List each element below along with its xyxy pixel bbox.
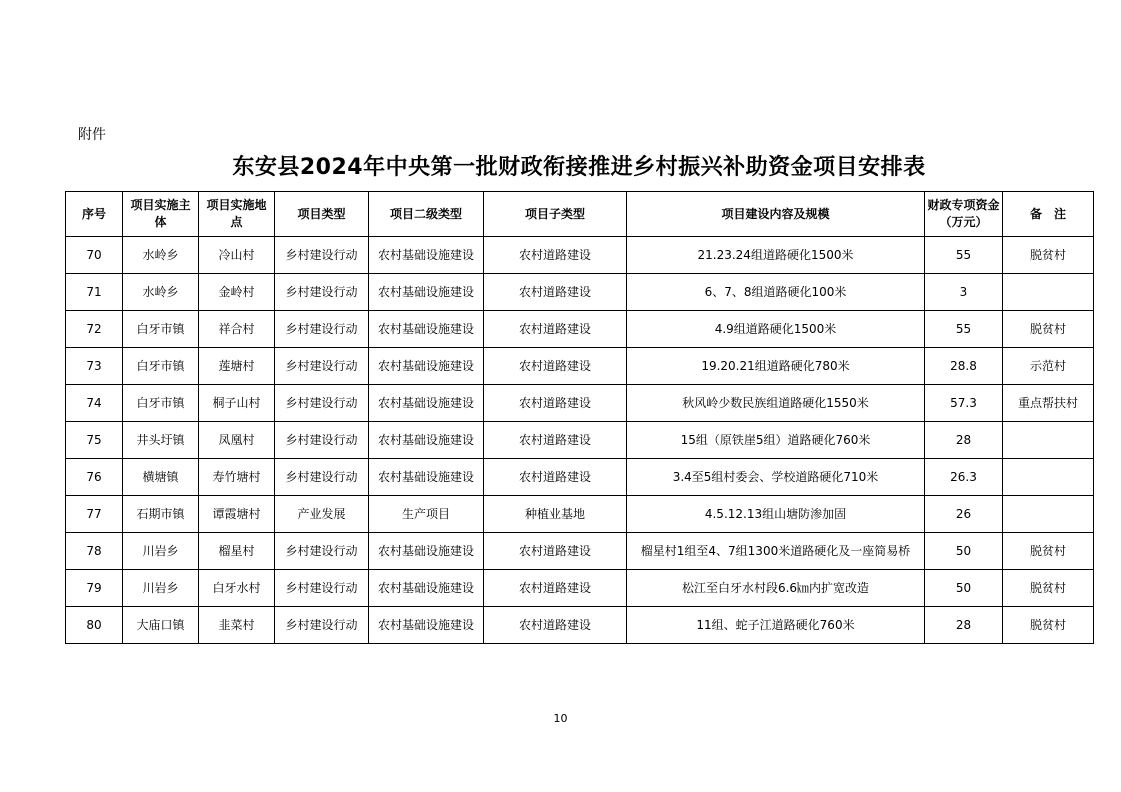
cell-subject: 大庙口镇 xyxy=(123,607,199,644)
cell-funds: 55 xyxy=(925,237,1003,274)
cell-funds: 26.3 xyxy=(925,459,1003,496)
cell-seq: 78 xyxy=(66,533,123,570)
cell-subtype: 农村道路建设 xyxy=(484,607,627,644)
cell-type: 乡村建设行动 xyxy=(275,533,369,570)
table-row xyxy=(66,570,1094,607)
cell-seq: 73 xyxy=(66,348,123,385)
cell-content: 19.20.21组道路硬化780米 xyxy=(627,348,925,385)
cell-subject: 白牙市镇 xyxy=(123,348,199,385)
cell-seq: 75 xyxy=(66,422,123,459)
cell-type: 乡村建设行动 xyxy=(275,385,369,422)
cell-subject: 石期市镇 xyxy=(123,496,199,533)
cell-type: 乡村建设行动 xyxy=(275,422,369,459)
cell-seq: 80 xyxy=(66,607,123,644)
header-seq: 序号 xyxy=(66,192,123,237)
cell-funds: 50 xyxy=(925,533,1003,570)
cell-location: 莲塘村 xyxy=(199,348,275,385)
header-remark: 备 注 xyxy=(1003,192,1094,237)
cell-subtype: 农村道路建设 xyxy=(484,311,627,348)
cell-type: 乡村建设行动 xyxy=(275,311,369,348)
cell-funds: 28.8 xyxy=(925,348,1003,385)
cell-content: 3.4至5组村委会、学校道路硬化710米 xyxy=(627,459,925,496)
cell-subtype2: 农村基础设施建设 xyxy=(369,533,484,570)
cell-remark: 脱贫村 xyxy=(1003,607,1094,644)
cell-remark: 脱贫村 xyxy=(1003,311,1094,348)
table-row xyxy=(66,311,1094,348)
header-content: 项目建设内容及规模 xyxy=(627,192,925,237)
project-table xyxy=(65,191,1094,644)
header-subtype: 项目子类型 xyxy=(484,192,627,237)
document-title: 东安县2024年中央第一批财政衔接推进乡村振兴补助资金项目安排表 xyxy=(232,155,926,180)
cell-subtype: 农村道路建设 xyxy=(484,533,627,570)
cell-subtype2: 农村基础设施建设 xyxy=(369,274,484,311)
cell-seq: 76 xyxy=(66,459,123,496)
cell-type: 产业发展 xyxy=(275,496,369,533)
cell-type: 乡村建设行动 xyxy=(275,237,369,274)
cell-subtype2: 农村基础设施建设 xyxy=(369,459,484,496)
cell-seq: 70 xyxy=(66,237,123,274)
cell-content: 6、7、8组道路硬化100米 xyxy=(627,274,925,311)
cell-subtype: 农村道路建设 xyxy=(484,459,627,496)
cell-remark: 重点帮扶村 xyxy=(1003,385,1094,422)
cell-subject: 井头圩镇 xyxy=(123,422,199,459)
cell-location: 金岭村 xyxy=(199,274,275,311)
header-type: 项目类型 xyxy=(275,192,369,237)
table-row xyxy=(66,459,1094,496)
cell-remark xyxy=(1003,459,1094,496)
cell-funds: 28 xyxy=(925,607,1003,644)
table-header-row xyxy=(66,192,1094,237)
cell-subtype: 农村道路建设 xyxy=(484,274,627,311)
cell-subtype2: 生产项目 xyxy=(369,496,484,533)
cell-remark xyxy=(1003,496,1094,533)
cell-funds: 26 xyxy=(925,496,1003,533)
cell-seq: 79 xyxy=(66,570,123,607)
cell-subtype: 农村道路建设 xyxy=(484,385,627,422)
cell-remark: 示范村 xyxy=(1003,348,1094,385)
cell-subtype2: 农村基础设施建设 xyxy=(369,607,484,644)
cell-funds: 55 xyxy=(925,311,1003,348)
table-row xyxy=(66,533,1094,570)
cell-location: 榴星村 xyxy=(199,533,275,570)
cell-seq: 77 xyxy=(66,496,123,533)
cell-content: 21.23.24组道路硬化1500米 xyxy=(627,237,925,274)
header-subject: 项目实施主体 xyxy=(123,192,199,237)
cell-subtype: 农村道路建设 xyxy=(484,237,627,274)
cell-subtype: 农村道路建设 xyxy=(484,348,627,385)
cell-location: 寿竹塘村 xyxy=(199,459,275,496)
cell-subtype2: 农村基础设施建设 xyxy=(369,311,484,348)
cell-location: 凤凰村 xyxy=(199,422,275,459)
page-number: 10 xyxy=(553,712,568,725)
cell-content: 15组（原铁崖5组）道路硬化760米 xyxy=(627,422,925,459)
cell-type: 乡村建设行动 xyxy=(275,459,369,496)
table-row xyxy=(66,385,1094,422)
table-row xyxy=(66,348,1094,385)
cell-type: 乡村建设行动 xyxy=(275,570,369,607)
cell-location: 谭霞塘村 xyxy=(199,496,275,533)
cell-subject: 水岭乡 xyxy=(123,274,199,311)
cell-subject: 水岭乡 xyxy=(123,237,199,274)
cell-subject: 川岩乡 xyxy=(123,570,199,607)
cell-subtype: 农村道路建设 xyxy=(484,422,627,459)
cell-type: 乡村建设行动 xyxy=(275,348,369,385)
cell-location: 白牙水村 xyxy=(199,570,275,607)
cell-seq: 71 xyxy=(66,274,123,311)
cell-subtype: 种植业基地 xyxy=(484,496,627,533)
cell-content: 秋风岭少数民族组道路硬化1550米 xyxy=(627,385,925,422)
cell-location: 祥合村 xyxy=(199,311,275,348)
cell-funds: 57.3 xyxy=(925,385,1003,422)
cell-content: 4.5.12.13组山塘防渗加固 xyxy=(627,496,925,533)
header-funds: 财政专项资金（万元） xyxy=(925,192,1003,237)
cell-subject: 川岩乡 xyxy=(123,533,199,570)
header-location: 项目实施地点 xyxy=(199,192,275,237)
cell-funds: 3 xyxy=(925,274,1003,311)
cell-subject: 横塘镇 xyxy=(123,459,199,496)
cell-subject: 白牙市镇 xyxy=(123,385,199,422)
table-row xyxy=(66,237,1094,274)
table-row xyxy=(66,607,1094,644)
cell-content: 4.9组道路硬化1500米 xyxy=(627,311,925,348)
cell-funds: 50 xyxy=(925,570,1003,607)
cell-remark: 脱贫村 xyxy=(1003,237,1094,274)
cell-subtype2: 农村基础设施建设 xyxy=(369,422,484,459)
cell-location: 冷山村 xyxy=(199,237,275,274)
header-subtype2: 项目二级类型 xyxy=(369,192,484,237)
cell-subtype2: 农村基础设施建设 xyxy=(369,570,484,607)
attachment-label: 附件 xyxy=(78,127,106,143)
cell-subtype2: 农村基础设施建设 xyxy=(369,237,484,274)
cell-subtype2: 农村基础设施建设 xyxy=(369,348,484,385)
cell-funds: 28 xyxy=(925,422,1003,459)
cell-location: 韭菜村 xyxy=(199,607,275,644)
cell-subtype: 农村道路建设 xyxy=(484,570,627,607)
cell-remark: 脱贫村 xyxy=(1003,533,1094,570)
cell-remark xyxy=(1003,274,1094,311)
cell-content: 11组、蛇子江道路硬化760米 xyxy=(627,607,925,644)
cell-content: 松江至白牙水村段6.6㎞内扩宽改造 xyxy=(627,570,925,607)
table-row xyxy=(66,422,1094,459)
cell-content: 榴星村1组至4、7组1300米道路硬化及一座简易桥 xyxy=(627,533,925,570)
cell-location: 桐子山村 xyxy=(199,385,275,422)
cell-remark: 脱贫村 xyxy=(1003,570,1094,607)
table-row xyxy=(66,496,1094,533)
cell-subtype2: 农村基础设施建设 xyxy=(369,385,484,422)
cell-remark xyxy=(1003,422,1094,459)
cell-seq: 74 xyxy=(66,385,123,422)
cell-seq: 72 xyxy=(66,311,123,348)
cell-subject: 白牙市镇 xyxy=(123,311,199,348)
cell-type: 乡村建设行动 xyxy=(275,274,369,311)
table-row xyxy=(66,274,1094,311)
cell-type: 乡村建设行动 xyxy=(275,607,369,644)
